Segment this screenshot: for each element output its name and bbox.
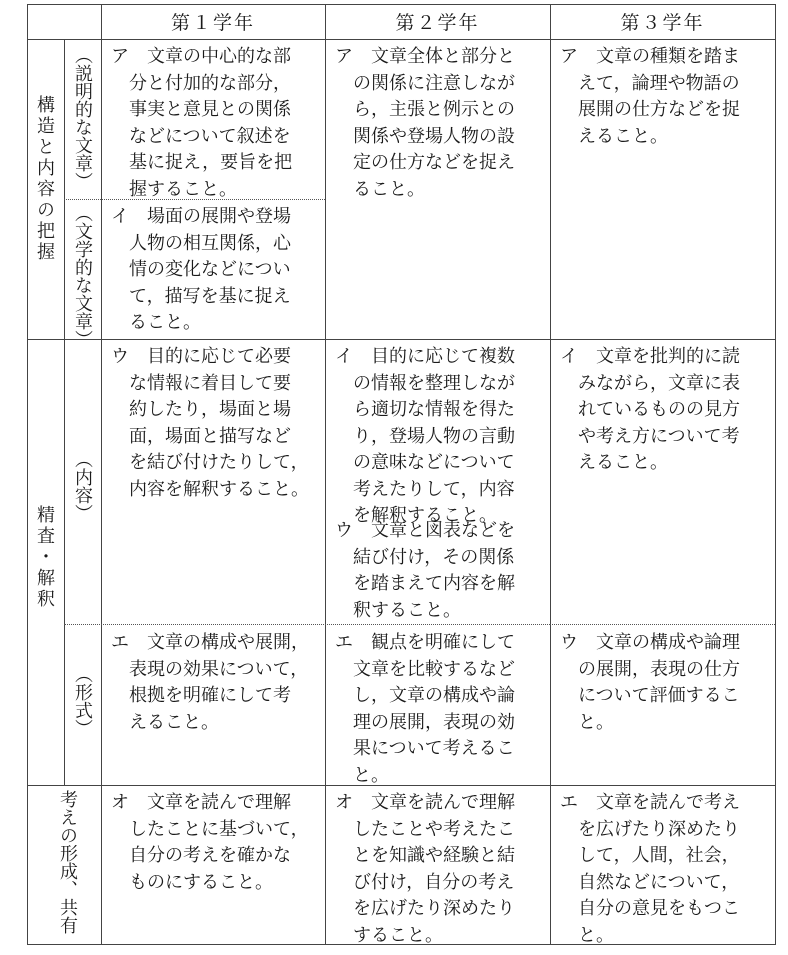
cell-g3-structure-a: ア 文章の種類を踏ま えて，論理や物語の 展開の仕方などを捉 えること。 (560, 46, 740, 147)
sublabel-expository: （説明的な文章） (72, 46, 93, 190)
cell-g1-content-u: ウ 目的に応じて必要 な情報に着目して要 約したり，場面と場 面，場面と描写など を結び付けたりして， 内容を解釈すること。 (111, 346, 309, 500)
cell-g2-structure-a: ア 文章全体と部分と の関係に注意しなが ら，主張と例示との 関係や登場人物の設 定の仕方などを捉え ること。 (335, 46, 515, 200)
cell-g2-forming-o: オ 文章を読んで理解 したことや考えたこ とを知識や経験と結 び付け，自分の考え を広げたり深めたり すること。 (335, 792, 515, 946)
cell-g1-form-e: エ 文章の構成や展開， 表現の効果について， 根拠を明確にして考 えること。 (111, 632, 309, 733)
cell-g2-form-e: エ 観点を明確にして 文章を比較するなど し，文章の構成や論 理の展開，表現の効 果について考えるこ と。 (335, 632, 515, 786)
cell-g1-forming-o: オ 文章を読んで理解 したことに基づいて， 自分の考えを確かな ものにすること。 (111, 792, 309, 893)
sublabel-form: （形式） (72, 665, 93, 737)
cell-g1-structure-a: ア 文章の中心的な部 分と付加的な部分， 事実と意見との関係 などについて叙述を 基に捉え，要旨を把 握すること。 (111, 46, 293, 200)
header-grade-1: 第１学年 (170, 11, 255, 34)
cell-g2-content-u: ウ 文章と図表などを 結び付け，その関係 を踏まえて内容を解 釈すること。 (335, 520, 515, 621)
sublabel-content: （内容） (72, 450, 93, 522)
header-grade-2: 第２学年 (395, 11, 480, 34)
cell-g3-content-i: イ 文章を批判的に読 みながら，文章に表 れているものの見方 や考え方について考 えること。 (560, 346, 740, 473)
section-label-structure: 構造と内容の把握 (34, 95, 55, 263)
cell-g3-form-u: ウ 文章の構成や論理 の展開，表現の仕方 について評価するこ と。 (560, 632, 740, 733)
sublabel-literary: （文学的な文章） (72, 204, 93, 348)
cell-g1-structure-i: イ 場面の展開や登場 人物の相互関係，心 情の変化などについ て，描写を基に捉え ること。 (111, 206, 291, 333)
cell-g3-forming-e: エ 文章を読んで考え を広げたり深めたり して，人間，社会， 自然などについて， 自分の意見をもつこ と。 (560, 792, 740, 946)
header-grade-3: 第３学年 (620, 11, 705, 34)
section-label-scrutiny: 精査・解釈 (34, 505, 55, 610)
section-label-forming: 考えの形成、共有 (57, 790, 78, 934)
cell-g2-content-i: イ 目的に応じて複数 の情報を整理しなが ら適切な情報を得た り，登場人物の言動 の意味などについて 考えたりして，内容 を解釈すること。 (335, 346, 515, 526)
